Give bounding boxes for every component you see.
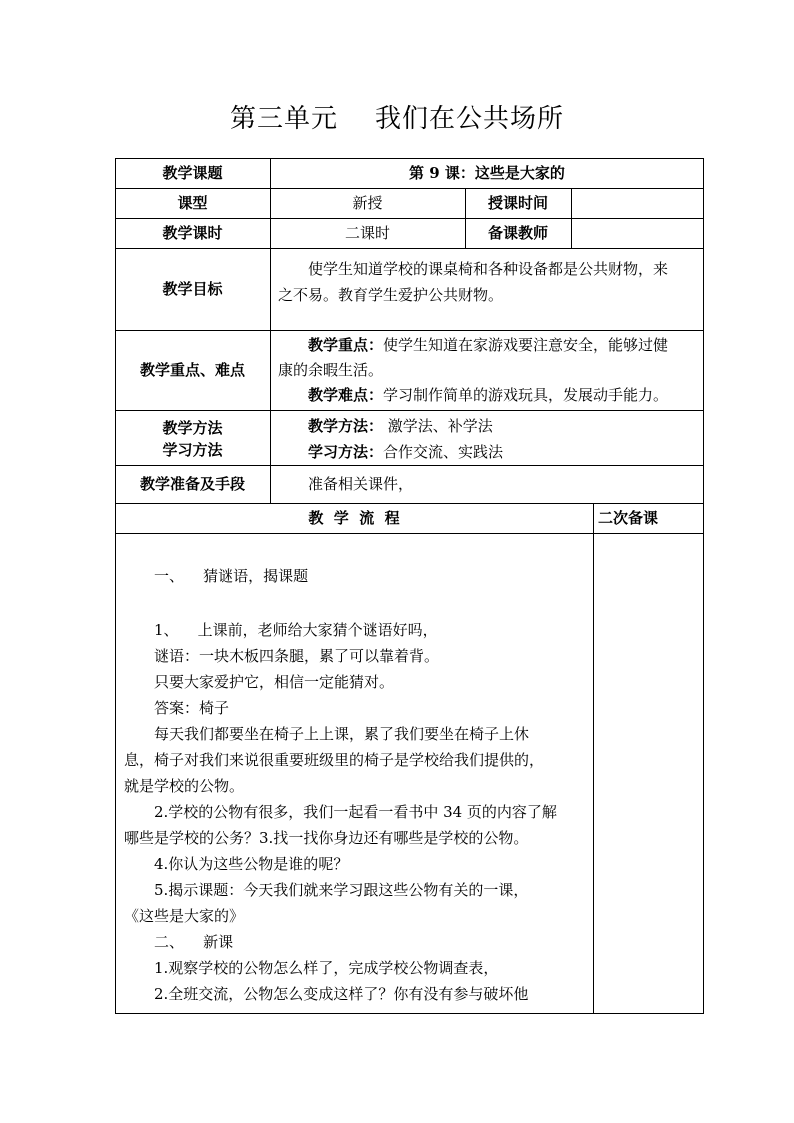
type-label: 课型 bbox=[177, 194, 208, 212]
focus-key-text: 康的余暇生活。 bbox=[278, 361, 384, 379]
page-title: 第三单元 我们在公共场所 bbox=[229, 104, 565, 134]
flow-section-heading: 二、 新课 bbox=[154, 933, 234, 951]
goal-text bbox=[278, 256, 698, 308]
method-text bbox=[278, 413, 698, 465]
row-divider bbox=[115, 188, 704, 189]
flow-content bbox=[124, 563, 586, 1007]
focus-diff-text: 学习制作简单的游戏玩具，发展动手能力。 bbox=[383, 386, 669, 404]
flow-line: 2.学校的公物有很多，我们一起看一看书中 34 页的内容了解 bbox=[154, 803, 557, 821]
second-prep-label: 二次备课 bbox=[598, 509, 659, 527]
flow-line: 《这些是大家的》 bbox=[124, 907, 245, 925]
flow-line: 答案：椅子 bbox=[154, 699, 230, 717]
focus-diff-label: 教学难点： bbox=[308, 386, 384, 404]
topic-value: 第 9 课：这些是大家的 bbox=[409, 164, 565, 182]
type-value: 新授 bbox=[352, 194, 383, 212]
col-divider bbox=[593, 503, 594, 1014]
flow-line: 每天我们都要坐在椅子上上课，累了我们要坐在椅子上休 bbox=[154, 725, 530, 743]
flow-line: 1.观察学校的公物怎么样了，完成学校公物调查表， bbox=[154, 959, 499, 977]
flow-label: 教 学 流 程 bbox=[308, 509, 400, 527]
row-divider bbox=[115, 410, 704, 411]
flow-line: 2.全班交流，公物怎么变成这样了？你有没有参与破坏他 bbox=[154, 985, 529, 1003]
focus-text bbox=[278, 333, 702, 408]
focus-key-label: 教学重点： bbox=[308, 336, 384, 354]
goal-line: 之不易。教育学生爱护公共财物。 bbox=[278, 286, 504, 304]
teacher-label: 备课教师 bbox=[487, 224, 548, 242]
flow-line: 只要大家爱护它，相信一定能猜对。 bbox=[154, 673, 395, 691]
method-label-teach: 教学方法 bbox=[162, 419, 223, 437]
row-divider bbox=[115, 503, 704, 504]
method-label bbox=[115, 417, 270, 461]
row-divider bbox=[115, 218, 704, 219]
flow-line: 谜语：一块木板四条腿，累了可以靠着背。 bbox=[154, 647, 440, 665]
learn-method-text: 合作交流、实践法 bbox=[383, 443, 504, 461]
topic-label: 教学课题 bbox=[162, 164, 223, 182]
row-divider bbox=[115, 533, 704, 534]
focus-key-text: 使学生知道在家游戏要注意安全，能够过健 bbox=[383, 336, 669, 354]
prep-text: 准备相关课件， bbox=[308, 475, 414, 493]
flow-line: 哪些是学校的公务？3.找一找你身边还有哪些是学校的公物。 bbox=[124, 829, 529, 847]
flow-section-heading: 一、 猜谜语，揭课题 bbox=[154, 567, 309, 585]
row-divider bbox=[115, 465, 704, 466]
hours-value: 二课时 bbox=[344, 224, 390, 242]
flow-line: 1、 上课前，老师给大家猜个谜语好吗， bbox=[154, 621, 438, 639]
method-label-learn: 学习方法 bbox=[162, 441, 223, 459]
hours-label: 教学课时 bbox=[162, 224, 223, 242]
flow-line: 息，椅子对我们来说很重要班级里的椅子是学校给我们提供的， bbox=[124, 751, 545, 769]
teach-method-text: 激学法、补学法 bbox=[383, 417, 493, 435]
time-label: 授课时间 bbox=[487, 194, 548, 212]
learn-method-label: 学习方法： bbox=[308, 443, 384, 461]
flow-line: 4.你认为这些公物是谁的呢？ bbox=[154, 855, 349, 873]
flow-line: 5.揭示课题：今天我们就来学习跟这些公物有关的一课， bbox=[154, 881, 529, 899]
focus-label: 教学重点、难点 bbox=[139, 361, 245, 379]
flow-line: 就是学校的公物。 bbox=[124, 777, 245, 795]
goal-label: 教学目标 bbox=[162, 280, 223, 298]
row-divider bbox=[115, 248, 704, 249]
goal-line: 使学生知道学校的课桌椅和各种设备都是公共财物，来 bbox=[308, 260, 669, 278]
row-divider bbox=[115, 330, 704, 331]
teach-method-label: 教学方法： bbox=[308, 417, 384, 435]
prep-label: 教学准备及手段 bbox=[139, 475, 245, 493]
col-divider bbox=[571, 188, 572, 248]
